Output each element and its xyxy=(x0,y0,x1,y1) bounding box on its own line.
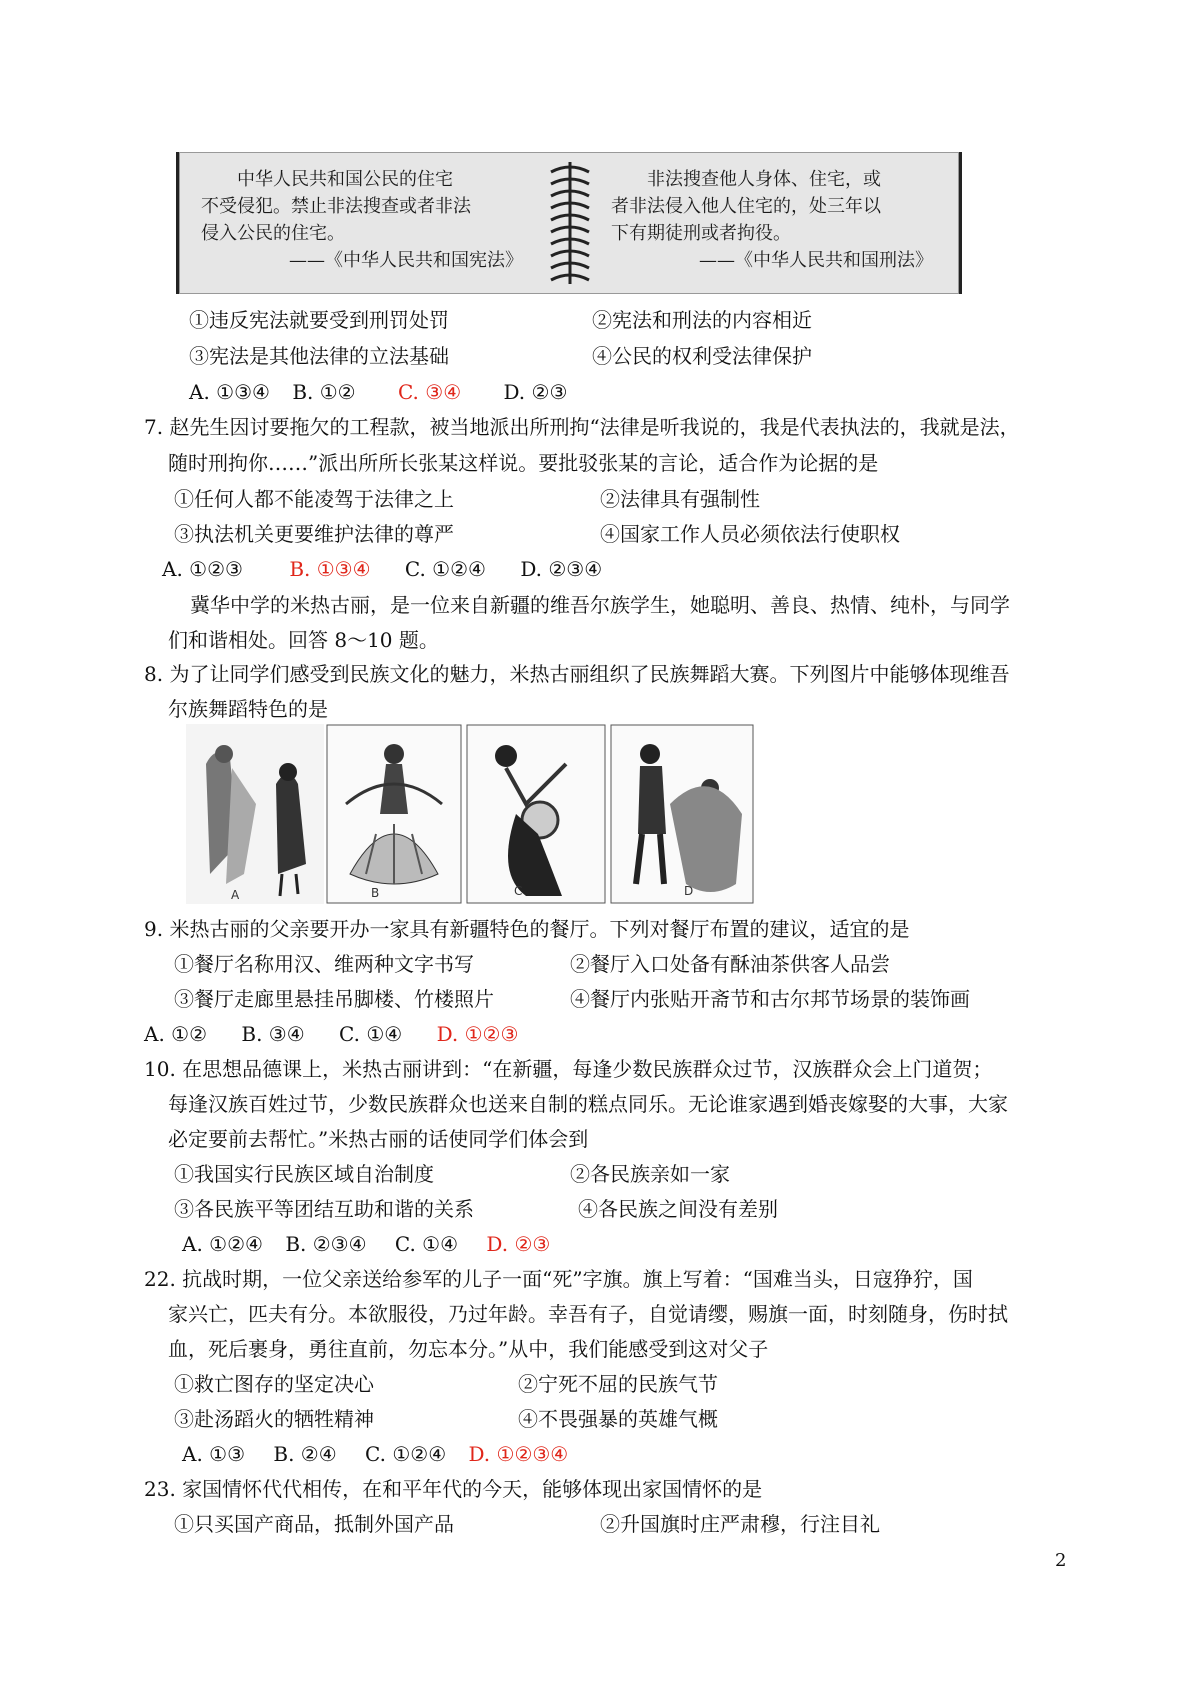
q10-choices xyxy=(182,1232,550,1256)
q6-choice-a: A. ①③④ xyxy=(189,380,270,404)
q22-stem-line-1: 22. 抗战时期，一位父亲送给参军的儿子一面“死”字旗。旗上写着：“国难当头，日寇狰狞，国 xyxy=(144,1267,973,1291)
q9-option-3: ③餐厅走廊里悬挂吊脚楼、竹楼照片 xyxy=(174,987,494,1011)
q6-choice-b: B. ①② xyxy=(292,380,356,404)
q9-choices xyxy=(144,1022,518,1046)
dance-image-a xyxy=(186,724,324,904)
q22-choice-d-answer: D. ①②③④ xyxy=(468,1442,569,1466)
q6-choice-c-answer: C. ③④ xyxy=(397,380,462,404)
q6-choices xyxy=(189,380,567,404)
q10-option-2: ②各民族亲如一家 xyxy=(570,1162,730,1186)
q7-choice-c: C. ①②④ xyxy=(404,557,486,581)
q22-option-3: ③赴汤蹈火的牺牲精神 xyxy=(174,1407,374,1431)
q9-choice-a: A. ①② xyxy=(144,1022,208,1046)
q22-choice-b: B. ②④ xyxy=(273,1442,337,1466)
q10-stem-line-2: 每逢汉族百姓过节，少数民族群众也送来自制的糕点同乐。无论谁家遇到婚丧嫁娶的大事，大家 xyxy=(168,1092,1008,1116)
dance-label-d: D xyxy=(684,884,694,898)
q23-option-2: ②升国旗时庄严肃穆，行注目礼 xyxy=(600,1512,880,1536)
q10-stem-line-3: 必定要前去帮忙。”米热古丽的话使同学们体会到 xyxy=(168,1127,589,1151)
dance-image-b xyxy=(326,724,462,904)
criminal-law-source: ——《中华人民共和国刑法》 xyxy=(699,250,933,271)
q6-option-1: ①违反宪法就要受到刑罚处罚 xyxy=(189,308,449,332)
q22-choices xyxy=(182,1442,568,1466)
q23-option-1: ①只买国产商品，抵制外国产品 xyxy=(174,1512,454,1536)
q7-option-3: ③执法机关更要维护法律的尊严 xyxy=(174,522,454,546)
q10-choice-c: C. ①④ xyxy=(394,1232,459,1256)
dance-image-d xyxy=(610,724,754,904)
q22-choice-a: A. ①③ xyxy=(182,1442,246,1466)
q10-option-1: ①我国实行民族区域自治制度 xyxy=(174,1162,434,1186)
dance-image-c xyxy=(466,724,606,904)
page-number: 2 xyxy=(1055,1550,1067,1571)
constitution-source: ——《中华人民共和国宪法》 xyxy=(289,250,523,271)
q9-option-2: ②餐厅入口处备有酥油茶供客人品尝 xyxy=(570,952,890,976)
ornamental-divider-icon xyxy=(541,158,599,288)
constitution-line: 不受侵犯。禁止非法搜查或者非法 xyxy=(201,196,471,217)
q10-option-4: ④各民族之间没有差别 xyxy=(578,1197,778,1221)
q7-choice-a: A. ①②③ xyxy=(162,557,243,581)
q22-option-2: ②宁死不屈的民族气节 xyxy=(518,1372,718,1396)
q9-stem: 9. 米热古丽的父亲要开办一家具有新疆特色的餐厅。下列对餐厅布置的建议，适宜的是 xyxy=(144,917,910,941)
criminal-law-line: 非法搜查他人身体、住宅，或 xyxy=(647,169,881,190)
q22-stem-line-2: 家兴亡，匹夫有分。本欲服役，乃过年龄。幸吾有子，自觉请缨，赐旗一面，时刻随身，伤时拭 xyxy=(168,1302,1008,1326)
q9-choice-d-answer: D. ①②③ xyxy=(436,1022,519,1046)
q22-choice-c: C. ①②④ xyxy=(365,1442,447,1466)
q6-choice-d: D. ②③ xyxy=(503,380,568,404)
q22-option-1: ①救亡图存的坚定决心 xyxy=(174,1372,374,1396)
criminal-law-line: 者非法侵入他人住宅的，处三年以 xyxy=(611,196,881,217)
q7-option-4: ④国家工作人员必须依法行使职权 xyxy=(600,522,900,546)
q22-option-4: ④不畏强暴的英雄气概 xyxy=(518,1407,718,1431)
q10-choice-d-answer: D. ②③ xyxy=(486,1232,551,1256)
dance-label-b: B xyxy=(371,886,380,900)
intro-line-2: 们和谐相处。回答 8～10 题。 xyxy=(168,628,439,652)
q7-choice-b-answer: B. ①③④ xyxy=(289,557,371,581)
q23-stem: 23. 家国情怀代代相传，在和平年代的今天，能够体现出家国情怀的是 xyxy=(144,1477,763,1501)
constitution-line: 侵入公民的住宅。 xyxy=(201,223,345,244)
q7-option-1: ①任何人都不能凌驾于法律之上 xyxy=(174,487,454,511)
dance-label-a: A xyxy=(231,888,240,902)
constitution-line: 中华人民共和国公民的住宅 xyxy=(237,169,453,190)
q10-stem-line-1: 10. 在思想品德课上，米热古丽讲到：“在新疆，每逢少数民族群众过节，汉族群众会上门道贺； xyxy=(144,1057,993,1081)
constitution-quote xyxy=(201,166,531,274)
q7-choice-d: D. ②③④ xyxy=(520,557,603,581)
q7-option-2: ②法律具有强制性 xyxy=(600,487,760,511)
q7-choices xyxy=(162,557,602,581)
q22-stem-line-3: 血，死后裹身，勇往直前，勿忘本分。”从中，我们能感受到这对父子 xyxy=(168,1337,769,1361)
q9-choice-b: B. ③④ xyxy=(241,1022,305,1046)
q10-choice-b: B. ②③④ xyxy=(285,1232,367,1256)
q9-option-1: ①餐厅名称用汉、维两种文字书写 xyxy=(174,952,474,976)
q8-stem-line-2: 尔族舞蹈特色的是 xyxy=(168,697,328,721)
q10-option-3: ③各民族平等团结互助和谐的关系 xyxy=(174,1197,474,1221)
intro-line-1: 冀华中学的米热古丽，是一位来自新疆的维吾尔族学生，她聪明、善良、热情、纯朴，与同学 xyxy=(190,593,1010,617)
q10-choice-a: A. ①②④ xyxy=(182,1232,263,1256)
criminal-law-line: 下有期徒刑或者拘役。 xyxy=(611,223,791,244)
criminal-law-quote xyxy=(611,166,941,274)
q9-choice-c: C. ①④ xyxy=(339,1022,403,1046)
q9-option-4: ④餐厅内张贴开斋节和古尔邦节场景的装饰画 xyxy=(570,987,970,1011)
q8-stem-line-1: 8. 为了让同学们感受到民族文化的魅力，米热古丽组织了民族舞蹈大赛。下列图片中能够体现维吾 xyxy=(144,662,1010,686)
q6-option-4: ④公民的权利受法律保护 xyxy=(592,344,812,368)
q7-stem-line-1: 7. 赵先生因讨要拖欠的工程款，被当地派出所刑拘“法律是听我说的，我是代表执法的，我就是法， xyxy=(144,415,1020,439)
dance-label-c: C xyxy=(514,884,523,898)
dance-images xyxy=(186,724,754,904)
law-quote-box xyxy=(176,152,962,294)
q7-stem-line-2: 随时刑拘你……”派出所所长张某这样说。要批驳张某的言论，适合作为论据的是 xyxy=(168,451,879,475)
q6-option-2: ②宪法和刑法的内容相近 xyxy=(592,308,812,332)
q6-option-3: ③宪法是其他法律的立法基础 xyxy=(189,344,449,368)
